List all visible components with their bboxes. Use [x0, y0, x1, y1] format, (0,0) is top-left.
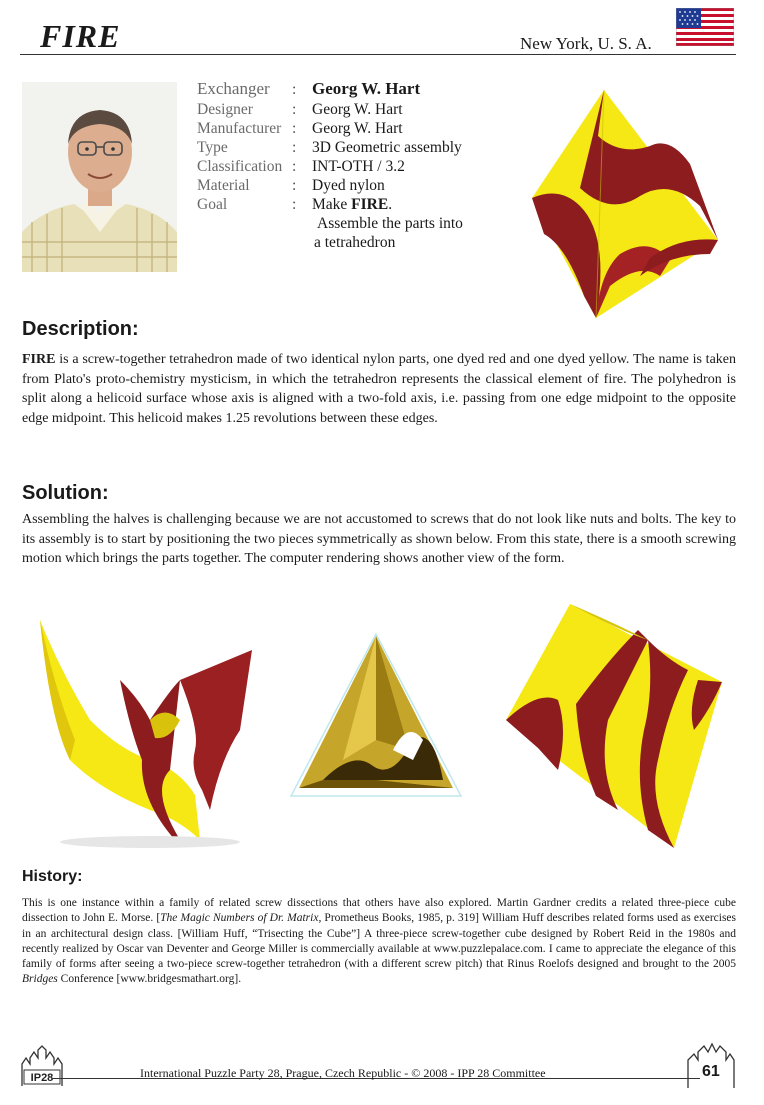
description-text: [22, 350, 736, 428]
usa-flag-icon: [676, 8, 734, 46]
info-label: Material: [197, 177, 250, 194]
assembled-tetrahedron-photo: [498, 600, 734, 852]
goal-bold: FIRE: [351, 196, 389, 213]
info-colon: :: [292, 81, 297, 98]
info-row-material: [197, 176, 385, 195]
goal-extra-line-1: Assemble the parts into: [317, 215, 463, 232]
goal-extra-line-2: a tetrahedron: [314, 234, 396, 251]
solution-text: Assembling the halves is challenging because we are not accustomed to screws that do not look like nuts and bolts. The key to its assembly is to start by positioning the two pieces symmetrically as shown below. From this state, there is a smooth screwing motion which brings the parts together. The computer rendering shows another view of the form.: [22, 512, 736, 566]
info-value: Georg W. Hart: [312, 79, 421, 98]
history-conference-name: Bridges: [22, 973, 58, 986]
info-value: 3D Geometric assembly: [312, 139, 462, 156]
info-label: Goal: [197, 196, 228, 213]
logo-text: IP28: [30, 1072, 54, 1084]
computer-rendering-image: [283, 630, 469, 802]
location-label: New York, U. S. A.: [520, 34, 652, 53]
tetrahedron-photo: [500, 86, 720, 322]
info-value: Dyed nylon: [312, 177, 385, 194]
goal-prefix: Make: [312, 196, 352, 213]
footer-text: International Puzzle Party 28, Prague, Czech Republic - © 2008 - IPP 28 Committee: [140, 1066, 546, 1080]
goal-suffix: .: [388, 196, 393, 213]
info-label: Classification: [197, 158, 283, 175]
info-value: Georg W. Hart: [312, 101, 403, 118]
header-rule: [20, 54, 736, 55]
description-heading: Description:: [22, 318, 139, 340]
page-title: FIRE: [40, 18, 121, 54]
info-label: Exchanger: [197, 79, 270, 98]
separated-parts-photo: [30, 610, 264, 850]
history-book-title: The Magic Numbers of Dr. Matrix,: [160, 912, 322, 925]
description-body: is a screw-together tetrahedron made of two identical nylon parts, one dyed red and one dyed yellow. The name is taken from Plato's proto-chemistry mysticism, in which the tetrahedron represents the classical element of fire. The polyhedron is split along a helicoid surface whose axis is aligned with a two-fold axis, i.e. passing from one edge midpoint to the opposite edge midpoint. This helicoid makes 1.25 revolutions between these edges.: [22, 352, 736, 426]
info-colon: :: [292, 196, 297, 213]
info-colon: :: [292, 177, 297, 194]
info-label: Designer: [197, 101, 253, 118]
history-text: [22, 896, 736, 988]
history-heading: History:: [22, 868, 83, 885]
info-label: Type: [197, 139, 228, 156]
info-colon: :: [292, 139, 297, 156]
info-row-designer: [197, 100, 403, 119]
history-part-3: Conference [www.bridgesmathart.org].: [57, 973, 242, 986]
solution-heading: Solution:: [22, 482, 109, 504]
info-colon: :: [292, 101, 297, 118]
info-row-goal: [197, 195, 392, 214]
info-row-type: [197, 138, 462, 157]
info-row-manufacturer: [197, 119, 403, 138]
info-row-classification: [197, 157, 405, 176]
info-value: Georg W. Hart: [312, 120, 403, 137]
info-label: Manufacturer: [197, 120, 282, 137]
info-colon: :: [292, 120, 297, 137]
description-lead: FIRE: [22, 352, 56, 367]
info-value: INT-OTH / 3.2: [312, 158, 405, 175]
info-colon: :: [292, 158, 297, 175]
page-number: 61: [702, 1063, 720, 1080]
history-part-1: This is one instance within a family of related screw dissections that others have also explored. Martin Gardner credits a related three-piece cube dissection to John E. Morse. [: [22, 897, 736, 925]
history-part-2: Prometheus Books, 1985, p. 319] William Huff describes related forms used as exercises in an architectural design class. [William Huff, “Trisecting the Cube”] A three-piece screw-together cube designed by Robert Reid in the 1980s and recently realized by Oscar van Deventer and George Miller is commercially available at www.puzzlepalace.com. I came to appreciate the elegance of this family of forms after seeing a two-piece screw-together tetrahedron (with a different screw pitch) that Rinus Roelofs designed and brought to the 2005: [22, 912, 736, 971]
info-row-exchanger: [197, 79, 420, 99]
ipp28-logo-icon: [20, 1044, 64, 1088]
designer-portrait-image: [22, 82, 177, 272]
info-value: [312, 195, 392, 214]
